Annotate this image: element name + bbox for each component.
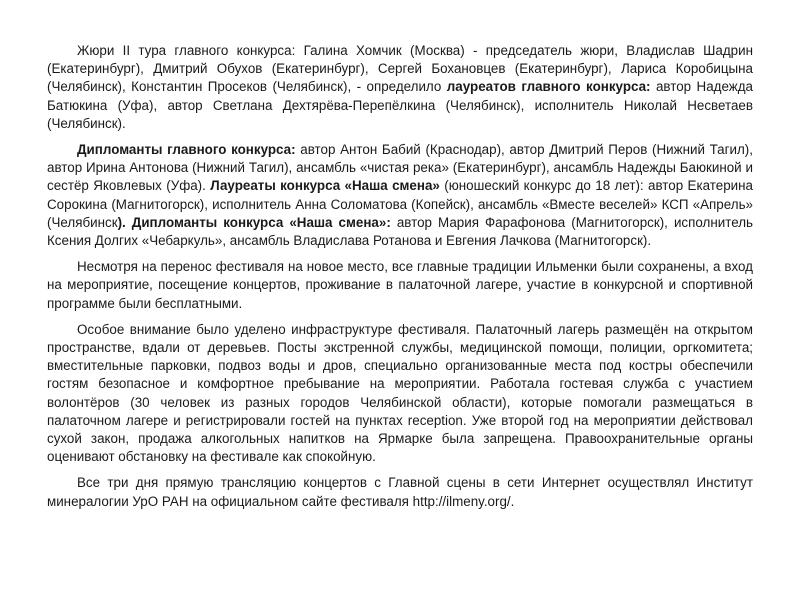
text-segment: автор Антон Бабий (Краснодар), автор Дмитрий Перов (Нижний Тагил), автор Ирина Антонова (Нижний Тагил), ансамбль «чистая река» (Екатеринбург), ансамбль Надежды Баюкиной и сестёр Яковлевых (Уфа). xyxy=(47,142,753,194)
text-segment: автор Надежда Батюкина (Уфа), автор Светлана Дехтярёва-Перепёлкина (Челябинск), исполнитель Николай Несветаев (Челябинск). xyxy=(47,79,753,131)
text-segment: Несмотря на перенос фестиваля на новое место, все главные традиции Ильменки были сохранены, а вход на мероприятие, посещение концертов, проживание в палаточной лагере, участие в конкурсной и спортивной программе были бесплатными. xyxy=(47,259,753,311)
text-segment: Жюри II тура главного конкурса: Галина Хомчик (Москва) - председатель жюри, Владислав Шадрин (Екатеринбург), Дмитрий Обухов (Екатеринбург), Сергей Бохановцев (Екатеринбург), Лариса Коробицына (Челябинск), Константин Просеков (Челябинск), - определило xyxy=(47,43,753,95)
text-segment: Все три дня прямую трансляцию концертов с Главной сцены в сети Интернет осуществлял Институт минералогии УрО РАН на официальном сайте фестиваля http://ilmeny.org/. xyxy=(47,475,753,509)
paragraph-infrastructure xyxy=(47,321,753,467)
paragraph-diplomas xyxy=(47,141,753,250)
paragraph-broadcast xyxy=(47,474,753,510)
document-body xyxy=(47,42,753,519)
bold-heading: лауреатов главного конкурса: xyxy=(446,79,651,95)
text-segment: Особое внимание было уделено инфраструктуре фестиваля. Палаточный лагерь размещён на открытом пространстве, вдали от деревьев. Посты экстренной службы, медицинской помощи, полиции, оргкомитета; вместительные парковки, подвоз воды и дров, специально организованные места под костры обеспечили гостям безопасное и комфортное пребывание на мероприятии. Работала гостевая служба с участием волонтёров (30 человек из разных городов Челябинской области), которые помогали размещаться в палаточном лагере и регистрировали гостей на пунктах reception. Уже второй год на мероприятии действовал сухой закон, продажа алкогольных напитков на Ярмарке была запрещена. Правоохранительные органы оценивают обстановку на фестивале как спокойную. xyxy=(47,321,753,465)
text-segment: (юношеский конкурс до 18 лет): автор Екатерина Сорокина (Магнитогорск), исполнитель Анна Соломатова (Копейск), ансамбль «Вместе веселей» КСП «Апрель» (Челябинск xyxy=(47,178,753,230)
bold-heading: Лауреаты конкурса «Наша смена» xyxy=(210,178,440,194)
text-segment: автор Мария Фарафонова (Магнитогорск), исполнитель Ксения Долгих «Чебаркуль», ансамбль Владислава Ротанова и Евгения Лачкова (Магнитогорск). xyxy=(47,214,753,249)
paragraph-jury xyxy=(47,42,753,133)
bold-heading: Дипломанты главного конкурса: xyxy=(77,142,296,158)
paragraph-traditions xyxy=(47,258,753,313)
bold-heading: ). Дипломанты конкурса «Наша смена»: xyxy=(117,214,391,230)
